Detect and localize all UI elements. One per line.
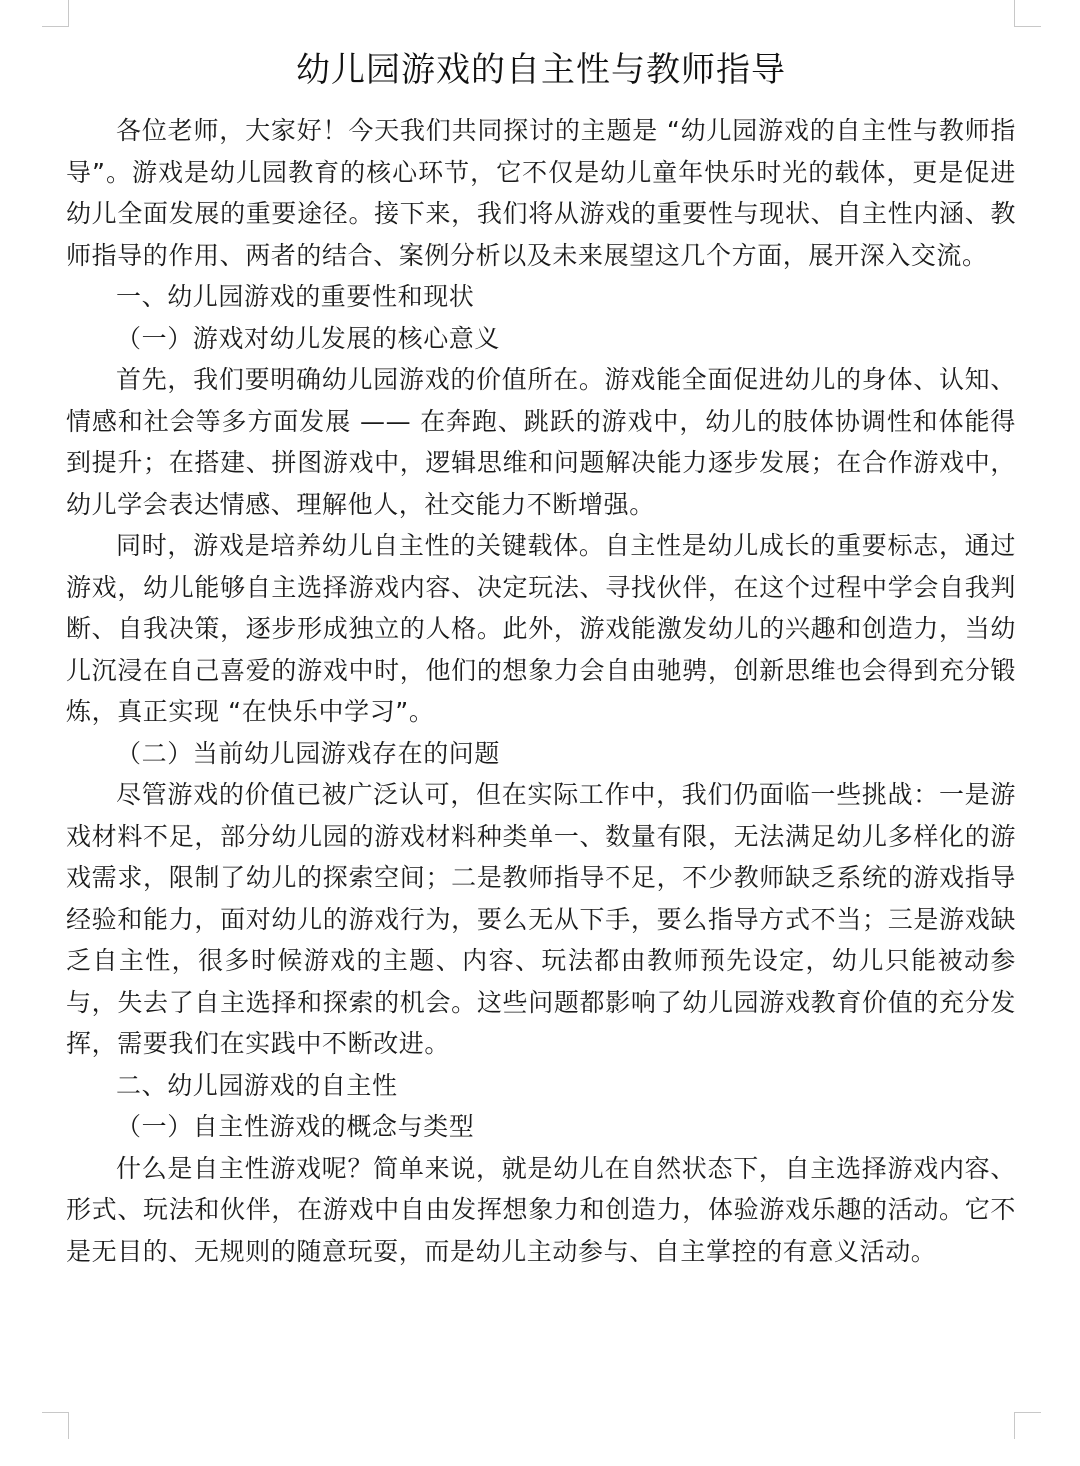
section-1-1-heading: （一）游戏对幼儿发展的核心意义 [116,323,501,353]
intro-paragraph: 各位老师，大家好！今天我们共同探讨的主题是 “幼儿园游戏的自主性与教师指导”。游戏是幼儿园教育的核心环节，它不仅是幼儿童年快乐时光的载体，更是促进幼儿全面发展的重要途径。接下来，我们将从游戏的重要性与现状、自主性内涵、教师指导的作用、两者的结合、案例分析以及未来展望这几个方面，展开深入交流。 [66,116,1016,270]
section-2-1-paragraph-1: 什么是自主性游戏呢？简单来说，就是幼儿在自然状态下，自主选择游戏内容、形式、玩法和伙伴，在游戏中自由发挥想象力和创造力，体验游戏乐趣的活动。它不是无目的、无规则的随意玩耍，而是幼儿主动参与、自主掌控的有意义活动。 [66,1153,1016,1266]
section-1-1-paragraph-1: 首先，我们要明确幼儿园游戏的价值所在。游戏能全面促进幼儿的身体、认知、情感和社会等多方面发展 —— 在奔跑、跳跃的游戏中，幼儿的肢体协调性和体能得到提升；在搭建、拼图游戏中，逻辑思维和问题解决能力逐步发展；在合作游戏中，幼儿学会表达情感、理解他人，社交能力不断增强。 [66,365,1016,519]
page-corner-mark-top-right [1014,0,1041,27]
document-body [66,48,1016,1272]
page-corner-mark-bottom-left [42,1412,69,1439]
section-2-1-heading: （一）自主性游戏的概念与类型 [116,1112,475,1141]
section-1-1-paragraph-2: 同时，游戏是培养幼儿自主性的关键载体。自主性是幼儿成长的重要标志，通过游戏，幼儿能够自主选择游戏内容、决定玩法、寻找伙伴，在这个过程中学会自我判断、自我决策，逐步形成独立的人格。此外，游戏能激发幼儿的兴趣和创造力，当幼儿沉浸在自己喜爱的游戏中时，他们的想象力会自由驰骋，创新思维也会得到充分锻炼，真正实现 “在快乐中学习”。 [66,531,1016,726]
page-corner-mark-top-left [42,0,69,27]
page-corner-mark-bottom-right [1014,1412,1041,1439]
section-1-heading: 一、幼儿园游戏的重要性和现状 [116,282,475,311]
section-1-2-heading: （二）当前幼儿园游戏存在的问题 [116,738,501,768]
document-title: 幼儿园游戏的自主性与教师指导 [296,50,786,90]
section-1-2-paragraph-1: 尽管游戏的价值已被广泛认可，但在实际工作中，我们仍面临一些挑战：一是游戏材料不足，部分幼儿园的游戏材料种类单一、数量有限，无法满足幼儿多样化的游戏需求，限制了幼儿的探索空间；二是教师指导不足，不少教师缺乏系统的游戏指导经验和能力，面对幼儿的游戏行为，要么无从下手，要么指导方式不当；三是游戏缺乏自主性，很多时候游戏的主题、内容、玩法都由教师预先设定，幼儿只能被动参与，失去了自主选择和探索的机会。这些问题都影响了幼儿园游戏教育价值的充分发挥，需要我们在实践中不断改进。 [66,780,1016,1058]
section-2-heading: 二、幼儿园游戏的自主性 [116,1070,398,1100]
